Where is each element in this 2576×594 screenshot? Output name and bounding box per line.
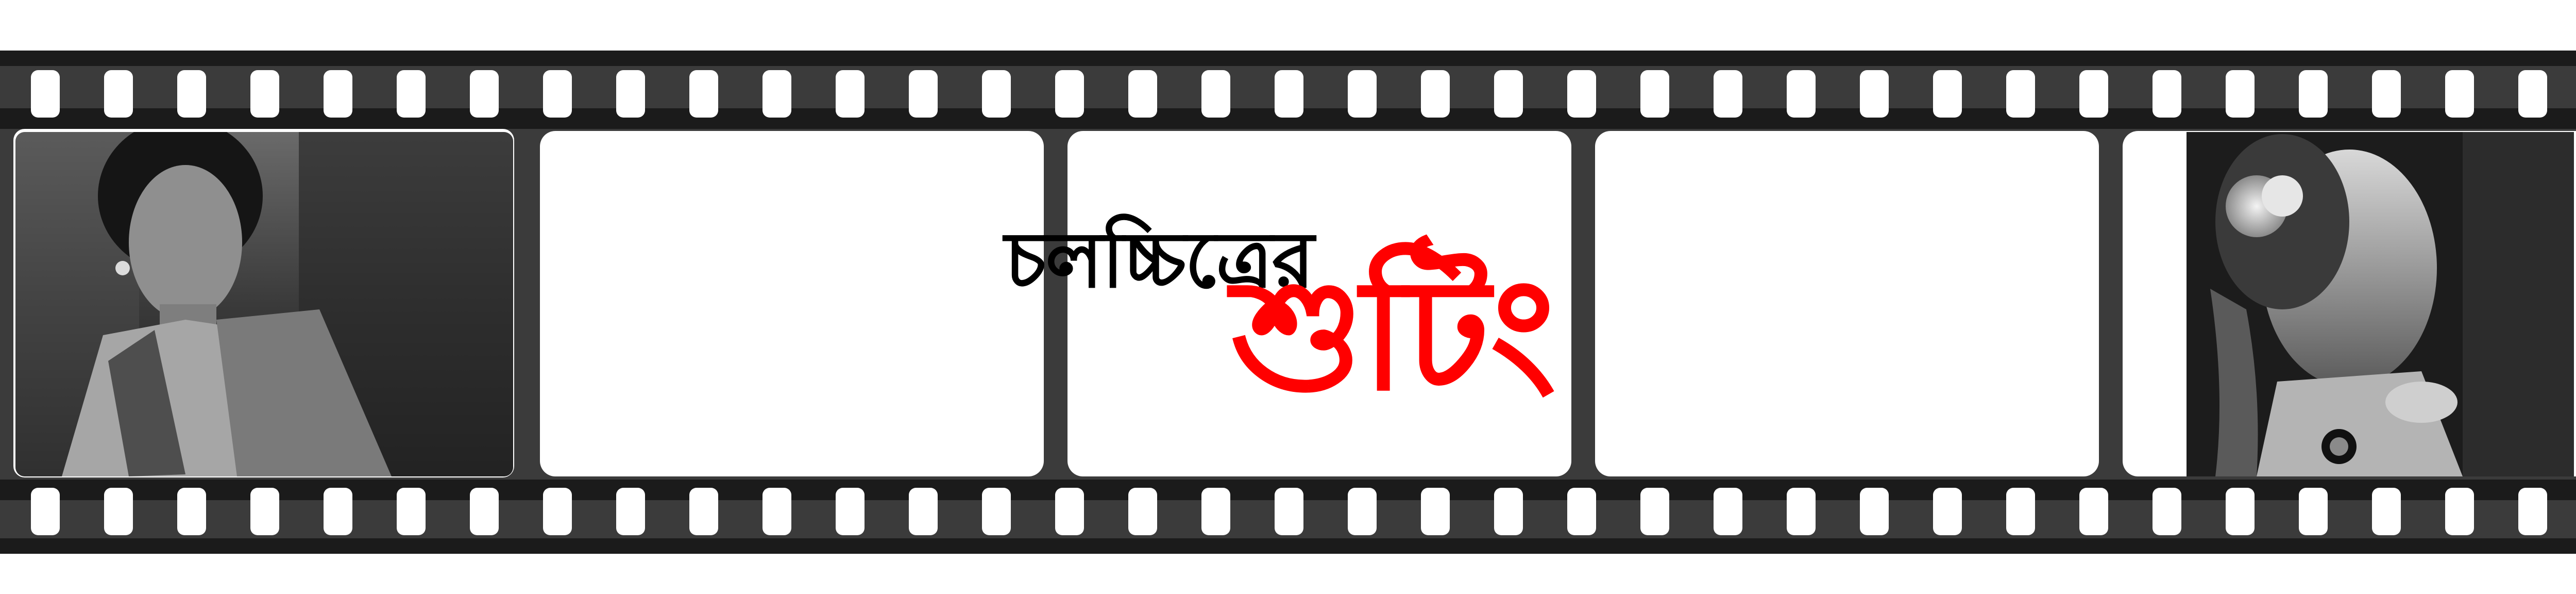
sprocket-hole [1933,70,1962,118]
sprocket-hole [1860,70,1889,118]
sprocket-hole [2006,488,2035,535]
sprocket-hole [1421,488,1450,535]
photo-frame-5 [2187,132,2574,476]
sprocket-hole [2445,70,2474,118]
sprocket-hole [2079,488,2108,535]
sprocket-hole [836,70,865,118]
sprocket-hole [2153,488,2181,535]
sprocket-hole [2299,70,2328,118]
sprocket-hole [1275,488,1303,535]
sprocket-hole [689,70,718,118]
sprocket-hole [909,70,938,118]
sprocket-hole [982,488,1011,535]
sprocket-hole [616,488,645,535]
sprocket-hole [1494,488,1523,535]
sprocket-hole [2299,488,2328,535]
sprocket-hole [1714,488,1742,535]
film-band [0,51,2576,66]
sprocket-hole [1055,488,1084,535]
film-frame-3 [1067,131,1571,476]
sprocket-hole [1567,70,1596,118]
sprocket-hole [836,488,865,535]
sprocket-hole [2226,70,2255,118]
sprocket-hole [177,488,206,535]
sprocket-hole [1055,70,1084,118]
sprocket-hole [1567,488,1596,535]
film-band [0,538,2576,554]
sprocket-hole [470,488,499,535]
sprocket-hole [1201,488,1230,535]
sprocket-hole [31,488,60,535]
film-frame-2 [540,131,1044,476]
sprocket-hole [2006,70,2035,118]
sprocket-hole [324,488,352,535]
sprocket-hole [31,70,60,118]
sprocket-hole [2445,488,2474,535]
sprocket-hole [397,488,426,535]
sprocket-hole [1128,488,1157,535]
sprocket-hole [250,70,279,118]
title-line-2: শুটিং [1231,245,1553,425]
sprocket-hole [616,70,645,118]
sprocket-hole [909,488,938,535]
sprocket-hole [2153,70,2181,118]
sprocket-hole [104,70,133,118]
photo-frame-1 [15,119,513,476]
sprocket-hole [762,70,791,118]
sprocket-hole [1201,70,1230,118]
sprocket-hole [1640,70,1669,118]
sprocket-hole [1128,70,1157,118]
sprocket-hole [1714,70,1742,118]
sprocket-hole [689,488,718,535]
sprocket-hole [2518,488,2547,535]
sprocket-hole [177,70,206,118]
sprocket-hole [250,488,279,535]
sprocket-hole [397,70,426,118]
sprocket-hole [1275,70,1303,118]
sprocket-hole [2372,488,2401,535]
sprocket-hole [1348,488,1377,535]
sprocket-hole [1787,70,1816,118]
sprocket-hole [1933,488,1962,535]
sprocket-hole [2518,70,2547,118]
sprocket-hole [470,70,499,118]
sprocket-hole [1494,70,1523,118]
sprocket-hole [2372,70,2401,118]
sprocket-hole [324,70,352,118]
sprocket-hole [1348,70,1377,118]
sprocket-hole [982,70,1011,118]
title-line-1: চলচ্চিত্রের [1005,216,1313,305]
sprocket-hole [2079,70,2108,118]
sprocket-hole [104,488,133,535]
sprocket-hole [1860,488,1889,535]
sprocket-hole [543,488,572,535]
sprocket-hole [1787,488,1816,535]
sprocket-hole [543,70,572,118]
sprocket-hole [1640,488,1669,535]
sprocket-hole [762,488,791,535]
sprocket-hole [1421,70,1450,118]
film-frame-4 [1595,131,2099,476]
sprocket-hole [2226,488,2255,535]
